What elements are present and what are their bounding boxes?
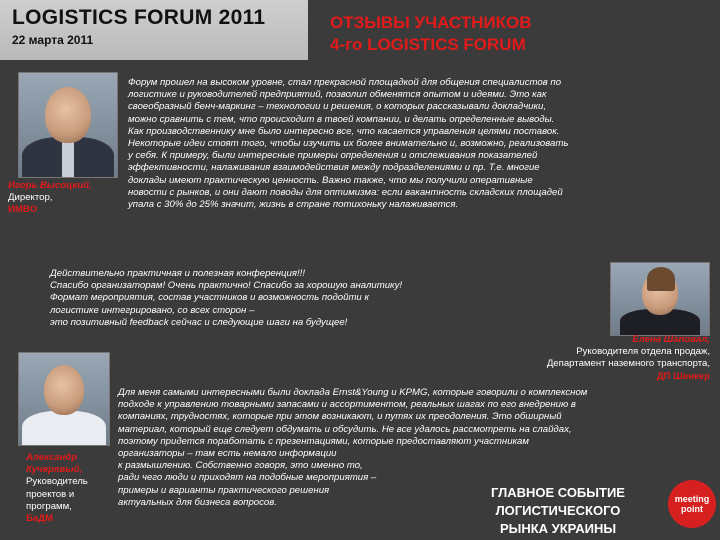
person-3-surname: Кучерявый,: [26, 464, 83, 476]
person-3-role: проектов и: [26, 488, 75, 500]
quote-1-line: логистике и руководителей предприятий, позволил обменятся опытом и идеями. Это как: [128, 89, 547, 101]
quote-1-line: упала с 30% до 25% значит, жизнь в стране потихоньку налаживается.: [128, 199, 459, 211]
quote-3-line: организаторы – там есть немало информации: [118, 448, 337, 460]
quote-1-line: эффективности, налаживания взаимодействия между подразделениями и пр. Т.е. многие: [128, 162, 540, 174]
header-banner: [0, 0, 308, 60]
brand-date: 22 марта 2011: [12, 33, 94, 47]
quote-1: [128, 77, 713, 211]
meeting-point-logo: [668, 480, 716, 528]
quote-1-line: своеобразный бенч-маркинг – технологии и решения, о которых рассказывали докладчики,: [128, 101, 547, 113]
quote-2-line: это позитивный feedback сейчас и следующие шаги на будущее!: [50, 316, 348, 328]
person-1-org: ИМВО: [8, 204, 38, 216]
person-3-role: программ,: [26, 500, 72, 512]
person-3-name: Александр: [26, 452, 78, 463]
tagline: [458, 484, 658, 538]
person-3-org: БаДМ: [26, 513, 54, 525]
quote-3-line: ради чего люди и приходят на подобные мероприятия –: [118, 472, 377, 484]
quote-3-line: Для меня самыми интересными были доклада Ernst&Young и KPMG, которые говорили о комплексном: [118, 387, 588, 398]
quote-1-line: Форум прошел на высоком уровне, стал прекрасной площадкой для общения специалистов по: [128, 77, 562, 88]
logo-text-line2: point: [681, 504, 703, 514]
person-3-caption: [26, 452, 122, 525]
quote-2: [50, 268, 500, 329]
quote-3-line: подходе к управлению товарными запасами и ассортиментом, реальных шагах по его внедрению в: [118, 399, 576, 411]
person-1-role: Директор,: [8, 192, 53, 204]
quote-2-line: Действительно практичная и полезная конференция!!!: [50, 268, 305, 279]
person-1-name: Игорь Высоцкий,: [8, 180, 92, 191]
photo-person-2: [610, 262, 710, 336]
page-title-line1: ОТЗЫВЫ УЧАСТНИКОВ: [330, 13, 532, 32]
quote-2-line: Спасибо организаторам! Очень практично! Спасибо за хорошую аналитику!: [50, 280, 403, 292]
quote-1-line: Некоторые идеи стоят того, чтобы изучить их более внимательно и, возможно, реализовать: [128, 138, 569, 150]
quote-2-line: логистике интегрировано, со всех сторон –: [50, 304, 255, 316]
page-title-line2: 4-го LOGISTICS FORUM: [330, 35, 526, 54]
quote-3-line: материал, который еще следует обдумать и обсудить. Не все удалось рассмотреть на слайдах,: [118, 423, 572, 435]
person-2-role: Руководителя отдела продаж,: [576, 346, 710, 358]
photo-person-3: [18, 352, 110, 446]
person-1-caption: [8, 180, 128, 217]
tagline-line1: ГЛАВНОЕ СОБЫТИЕ: [491, 485, 625, 500]
person-2-name: Елена Шаповал,: [632, 334, 710, 345]
person-3-role: Руководитель: [26, 476, 88, 488]
quote-1-line: новости с рынков, и они дают поводы для оптимизма: если вакантность складских площадей: [128, 186, 563, 198]
page-title: [330, 12, 710, 56]
quote-3-line: к размышлению. Собственно говоря, это именно то,: [118, 460, 363, 472]
person-2-caption: [470, 334, 710, 383]
quote-3-line: примеры и варианты практического решения: [118, 484, 330, 496]
quote-1-line: можно сравнить с тем, что происходит в твоей компании, и делать определенные выводы.: [128, 113, 555, 125]
person-2-org: ДП Шенкер: [656, 370, 710, 382]
photo-person-1: [18, 72, 118, 178]
tagline-line2: ЛОГИСТИЧЕСКОГО: [495, 503, 621, 518]
quote-1-line: доклады имеют практическую ценность. Важно также, что мы получили оперативные: [128, 174, 533, 186]
quote-1-line: у себя. К примеру, были интересные примеры определения и отслеживания показателей: [128, 150, 538, 162]
quote-2-line: Формат мероприятия, состав участников и возможность подойти к: [50, 292, 369, 304]
logo-text-line1: meeting: [674, 494, 710, 504]
quote-3-line: актуальных для бизнеса вопросов.: [118, 496, 277, 508]
person-2-department: Департамент наземного транспорта,: [546, 358, 710, 370]
quote-3-line: компаниях, трудностях, которые при этом возникают, и путях их преодоления. Это обширный: [118, 411, 562, 423]
quote-3-line: поэтому придется поработать с презентациями, которые предоставляют участникам: [118, 435, 529, 447]
brand-title: LOGISTICS FORUM 2011: [12, 6, 266, 29]
quote-1-line: Как производственнику мне было интересно все, что касается управления целями поставок.: [128, 125, 560, 137]
tagline-line3: РЫНКА УКРАИНЫ: [499, 521, 617, 536]
